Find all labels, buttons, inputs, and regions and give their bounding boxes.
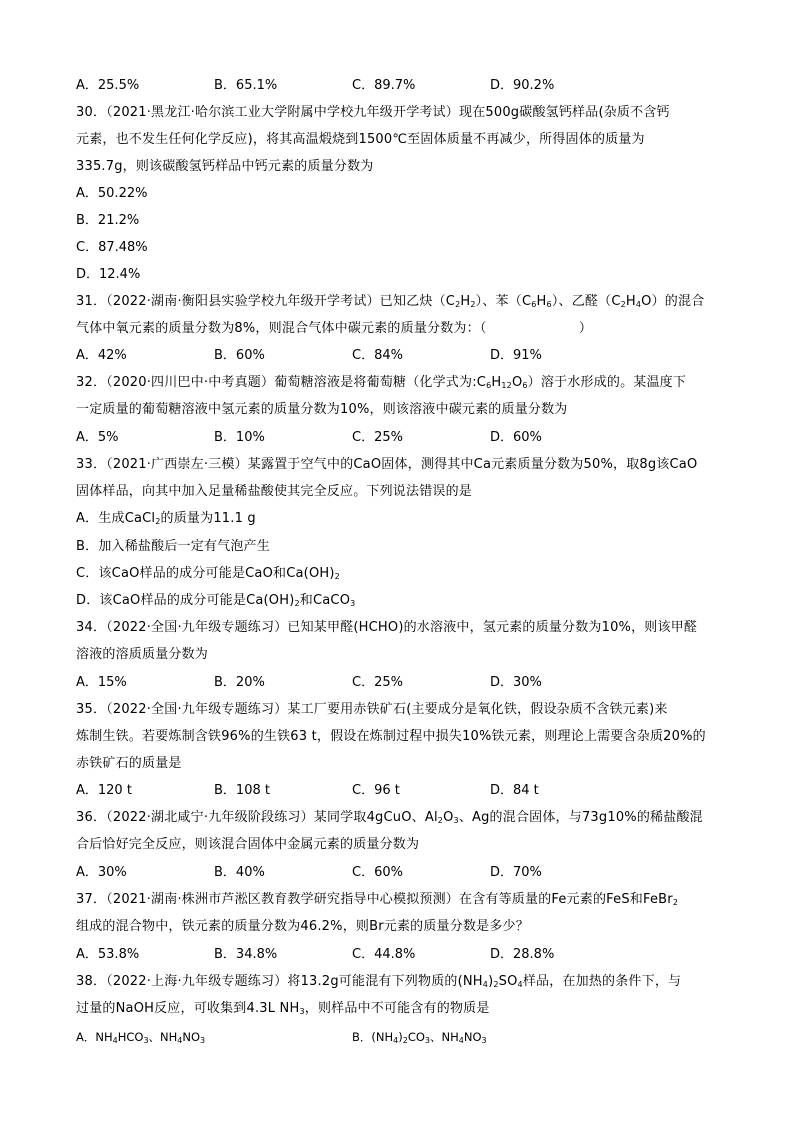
q32-stem-line2: 一定质量的葡萄糖溶液中氢元素的质量分数为10%，则该溶液中碳元素的质量分数为 — [76, 402, 568, 417]
q29-option-a: A．25.5% — [76, 78, 140, 93]
q34-option-d: D．30% — [490, 675, 542, 690]
q33-stem-line2: 固体样品，向其中加入足量稀盐酸使其完全反应。下列说法错误的是 — [76, 484, 473, 499]
q35-stem-line2: 炼制生铁。若要炼制含铁96%的生铁63 t，假设在炼制过程中损失10%铁元素，则理论上需要含杂质20%的 — [76, 729, 706, 744]
q35-stem-line3: 赤铁矿石的质量是 — [76, 756, 182, 771]
q37-option-a: A．53.8% — [76, 947, 140, 962]
q36-option-a: A．30% — [76, 865, 127, 880]
q33-option-d: D．该CaO样品的成分可能是$Ca(OH)_2$和CaCO$_3$ — [76, 593, 356, 608]
q36-stem-line2: 合后恰好完全反应，则该混合固体中金属元素的质量分数为 — [76, 837, 420, 852]
q31-stem-line2: 气体中氧元素的质量分数为8%，则混合气体中碳元素的质量分数为：（ ） — [76, 321, 593, 336]
q30-stem-line3: 335.7g，则该碳酸氢钙样品中钙元素的质量分数为 — [76, 159, 374, 174]
q29-option-c: C．89.7% — [352, 78, 416, 93]
q36-option-d: D．70% — [490, 865, 542, 880]
q29-option-b: B．65.1% — [214, 78, 278, 93]
q34-option-a: A．15% — [76, 675, 127, 690]
q37-stem-line2: 组成的混合物中，铁元素的质量分数为46.2%，则Br元素的质量分数是多少？ — [76, 919, 529, 934]
q33-option-c: C．该CaO样品的成分可能是CaO和$Ca(OH)_2$ — [76, 566, 340, 581]
q33-option-b: B．加入稀盐酸后一定有气泡产生 — [76, 539, 270, 554]
q32-option-d: D．60% — [490, 430, 542, 445]
q36-option-c: C．60% — [352, 865, 403, 880]
q38-stem-line2: 过量的NaOH反应，可收集到4.3L $NH_3$，则样品中不可能含有的物质是 — [76, 1001, 490, 1016]
q37-option-b: B．34.8% — [214, 947, 278, 962]
q37-option-d: D．28.8% — [490, 947, 555, 962]
q34-option-b: B．20% — [214, 675, 265, 690]
q38-stem-line1: 38．（2022·上海·九年级专题练习）将13.2g可能混有下列物质的$(NH_4)_2SO_4$样品，在加热的条件下，与 — [76, 974, 682, 989]
q32-stem-line1: 32．（2020·四川巴中·中考真题）葡萄糖溶液是将葡萄糖（化学式为$:C_6H_{12}O_6$）溶于水形成的。某温度下 — [76, 375, 687, 390]
q34-option-c: C．25% — [352, 675, 403, 690]
q36-stem-line1: 36．（2022·湖北咸宁·九年级阶段练习）某同学取4gCuO、$Al_2O_3$、Ag的混合固体，与73g10%的稀盐酸混 — [76, 810, 703, 825]
q35-option-d: D．84 t — [490, 783, 539, 798]
q35-stem-line1: 35．（2022·全国·九年级专题练习）某工厂要用赤铁矿石(主要成分是氧化铁，假设杂质不含铁元素)来 — [76, 702, 668, 717]
q31-option-d: D．91% — [490, 348, 542, 363]
q30-option-b: B．21.2% — [76, 213, 140, 228]
q32-option-b: B．10% — [214, 430, 265, 445]
q30-stem-line2: 元素，也不发生任何化学反应)，将其高温煅烧到1500℃至固体质量不再减少，所得固体的质量为 — [76, 132, 645, 147]
q29-option-d: D．90.2% — [490, 78, 555, 93]
q37-stem-line1: 37．（2021·湖南·株洲市芦淞区教育教学研究指导中心模拟预测）在含有等质量的Fe元素的FeS和FeBr$_2$ — [76, 892, 679, 907]
q35-option-a: A．120 t — [76, 783, 132, 798]
q30-option-a: A．50.22% — [76, 186, 148, 201]
q32-option-c: C．25% — [352, 430, 403, 445]
q38-option-a: A．$NH_4HCO_3$、$NH_4NO_3$ — [76, 1030, 206, 1045]
q35-option-b: B．108 t — [214, 783, 270, 798]
q31-option-b: B．60% — [214, 348, 265, 363]
q32-option-a: A．5% — [76, 430, 119, 445]
q34-stem-line1: 34．（2022·全国·九年级专题练习）已知某甲醛(HCHO)的水溶液中，氢元素的质量分数为10%，则该甲醛 — [76, 620, 698, 635]
q30-option-c: C．87.48% — [76, 240, 148, 255]
q34-stem-line2: 溶液的溶质质量分数为 — [76, 647, 209, 662]
q31-option-a: A．42% — [76, 348, 127, 363]
q38-option-b: B．$(NH_4)_2CO_3$、$NH_4NO_3$ — [352, 1030, 487, 1045]
q31-option-c: C．84% — [352, 348, 403, 363]
q33-option-a: A．生成CaCl$_2$的质量为11.1 g — [76, 511, 256, 526]
q30-option-d: D．12.4% — [76, 267, 141, 282]
q33-stem-line1: 33．（2021·广西崇左·三模）某露置于空气中的CaO固体，测得其中Ca元素质量分数为50%，取8g该CaO — [76, 457, 698, 472]
q35-option-c: C．96 t — [352, 783, 400, 798]
q31-stem-line1: 31．（2022·湖南·衡阳县实验学校九年级开学考试）已知乙炔$(C_2H_2)$、苯$(C_6H_6)$、乙醛$(C_2H_4O)$的混合 — [76, 294, 705, 309]
q36-option-b: B．40% — [214, 865, 265, 880]
q37-option-c: C．44.8% — [352, 947, 416, 962]
q30-stem-line1: 30．（2021·黑龙江·哈尔滨工业大学附属中学校九年级开学考试）现在500g碳酸氢钙样品(杂质不含钙 — [76, 105, 670, 120]
